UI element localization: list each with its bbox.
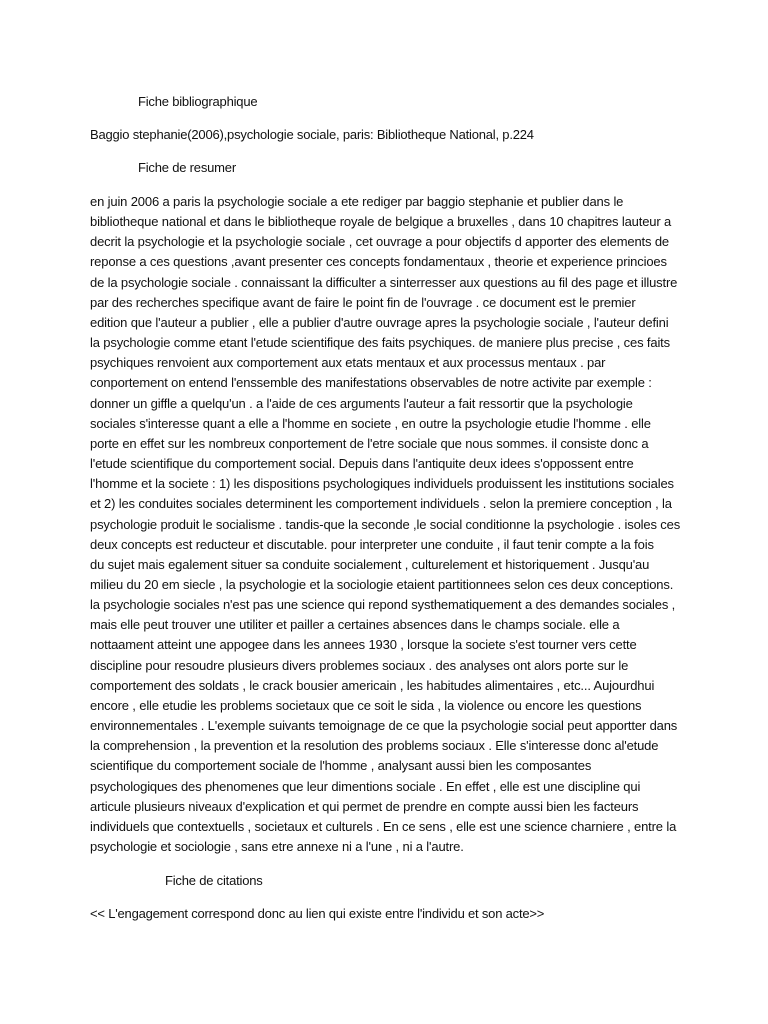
summary-line: decrit la psychologie et la psychologie sociale , cet ouvrage a pour objectifs d apporter des elements de <box>90 234 669 250</box>
summary-line: nottaament atteint une appogee dans les annees 1930 , lorsque la societe s'est tourner vers cette <box>90 637 637 653</box>
summary-line: psychiques renvoient aux comportement aux etats mentaux et aux processus mentaux . par <box>90 355 606 371</box>
summary-line: deux concepts est reducteur et discutable. pour interpreter une conduite , il faut tenir compte a la fois <box>90 536 654 552</box>
summary-line: en juin 2006 a paris la psychologie sociale a ete rediger par baggio stephanie et publier dans le <box>90 194 624 209</box>
summary-line: reponse a ces questions ,avant presenter ces concepts fondamentaux , theorie et experience princioes <box>90 254 667 270</box>
summary-line: la psychologie sociales n'est pas une science qui repond systhematiquement a des demandes sociales , <box>90 597 676 613</box>
summary-line: discipline pour resoudre plusieurs divers problemes sociaux . des analyses ont alors porte sur le <box>90 657 629 673</box>
summary-line: mais elle peut trouver une utiliter et pailler a certaines absences dans le champs sociale. elle a <box>90 617 620 633</box>
summary-line: la psychologie comme etant l'etude scientifique des faits psychiques. de maniere plus precise , ces faits <box>90 335 670 351</box>
summary-line: la comprehension , la prevention et la resolution des problems sociaux . Elle s'interesse donc al'etude <box>90 738 659 754</box>
summary-line: du sujet mais egalement situer sa conduite socialement , culturelement et historiquement . Jusqu'au <box>90 556 650 572</box>
summary-line: psychologie et sociologie , sans etre annexe ni a l'une , ni a l'autre. <box>90 839 464 854</box>
summary-line: environnementales . L'exemple suivants temoignage de ce que la psychologie social peut apportter dans <box>90 718 678 734</box>
document-page <box>90 93 688 923</box>
summary-line: conportement on entend l'enssemble des manifestations observables de notre activite par exemple : <box>90 375 652 391</box>
summary-line: psychologiques des phenomenes que leur dimentions sociale . En effet , elle est une discipline qui <box>90 778 641 794</box>
summary-line: porte en effet sur les nombreux conportement de l'etre sociale que nous sommes. il consiste donc a <box>90 435 649 451</box>
summary-line: l'etude scientifique du comportement social. Depuis dans l'antiquite deux idees s'oppossent entre <box>90 456 634 472</box>
summary-line: psychologie produit le socialisme . tandis-que la seconde ,le social conditionne la psychologie . isoles ces <box>90 516 681 532</box>
heading-fiche-de-resumer: Fiche de resumer <box>138 160 236 175</box>
summary-line: bibliotheque national et dans le bibliotheque royale de belgique a bruxelles , dans 10 chapitres lauteur a <box>90 214 672 230</box>
summary-line: comportement des soldats , le crack bousier americain , les habitudes alimentaires , etc... Aujourdhui <box>90 677 655 693</box>
summary-line: l'homme et la societe : 1) les dispositions psychologiques individuels produissent les institutions sociales <box>90 476 674 492</box>
summary-paragraph <box>90 192 688 857</box>
summary-line: milieu du 20 em siecle , la psychologie et la sociologie etaient partitionnees selon ces deux conceptions. <box>90 576 674 592</box>
summary-line: individuels que contextuells , societaux et culturels . En ce sens , elle est une science charniere , entre la <box>90 818 677 834</box>
summary-line: par des recherches specifique avant de faire le point fin de l'ouvrage . ce document est le premier <box>90 294 636 310</box>
summary-line: edition que l'auteur a publier , elle a publier d'autre ouvrage apres la psychologie sociale , l'auteur defini <box>90 314 669 330</box>
bibliographic-reference: Baggio stephanie(2006),psychologie sociale, paris: Bibliotheque National, p.224 <box>90 127 534 142</box>
heading-fiche-bibliographique: Fiche bibliographique <box>138 94 258 109</box>
heading-fiche-de-citations: Fiche de citations <box>165 873 263 889</box>
summary-line: sociales s'interesse quant a elle a l'homme en societe , en outre la psychologie etudie l'homme . elle <box>90 415 651 431</box>
summary-line: donner un giffle a quelqu'un . a l'aide de ces arguments l'auteur a fait ressortir que la psychologie <box>90 395 633 411</box>
summary-line: de la psychologie sociale . connaissant la difficulter a sinterresser aux questions au fil des page et illustre <box>90 274 678 290</box>
summary-line: et 2) les conduites sociales determinent les comportement individuels . selon la premiere conception , la <box>90 496 672 512</box>
summary-line: scientifique du comportement sociale de l'homme , analysant aussi bien les composantes <box>90 758 592 774</box>
summary-line: articule plusieurs niveaux d'explication et qui permet de prendre en compte aussi bien les facteurs <box>90 798 639 814</box>
summary-line: encore , elle etudie les problems societaux que ce soit le sida , la violence ou encore les questions <box>90 697 642 713</box>
citation-quote: << L'engagement correspond donc au lien qui existe entre l'individu et son acte>> <box>90 906 545 922</box>
